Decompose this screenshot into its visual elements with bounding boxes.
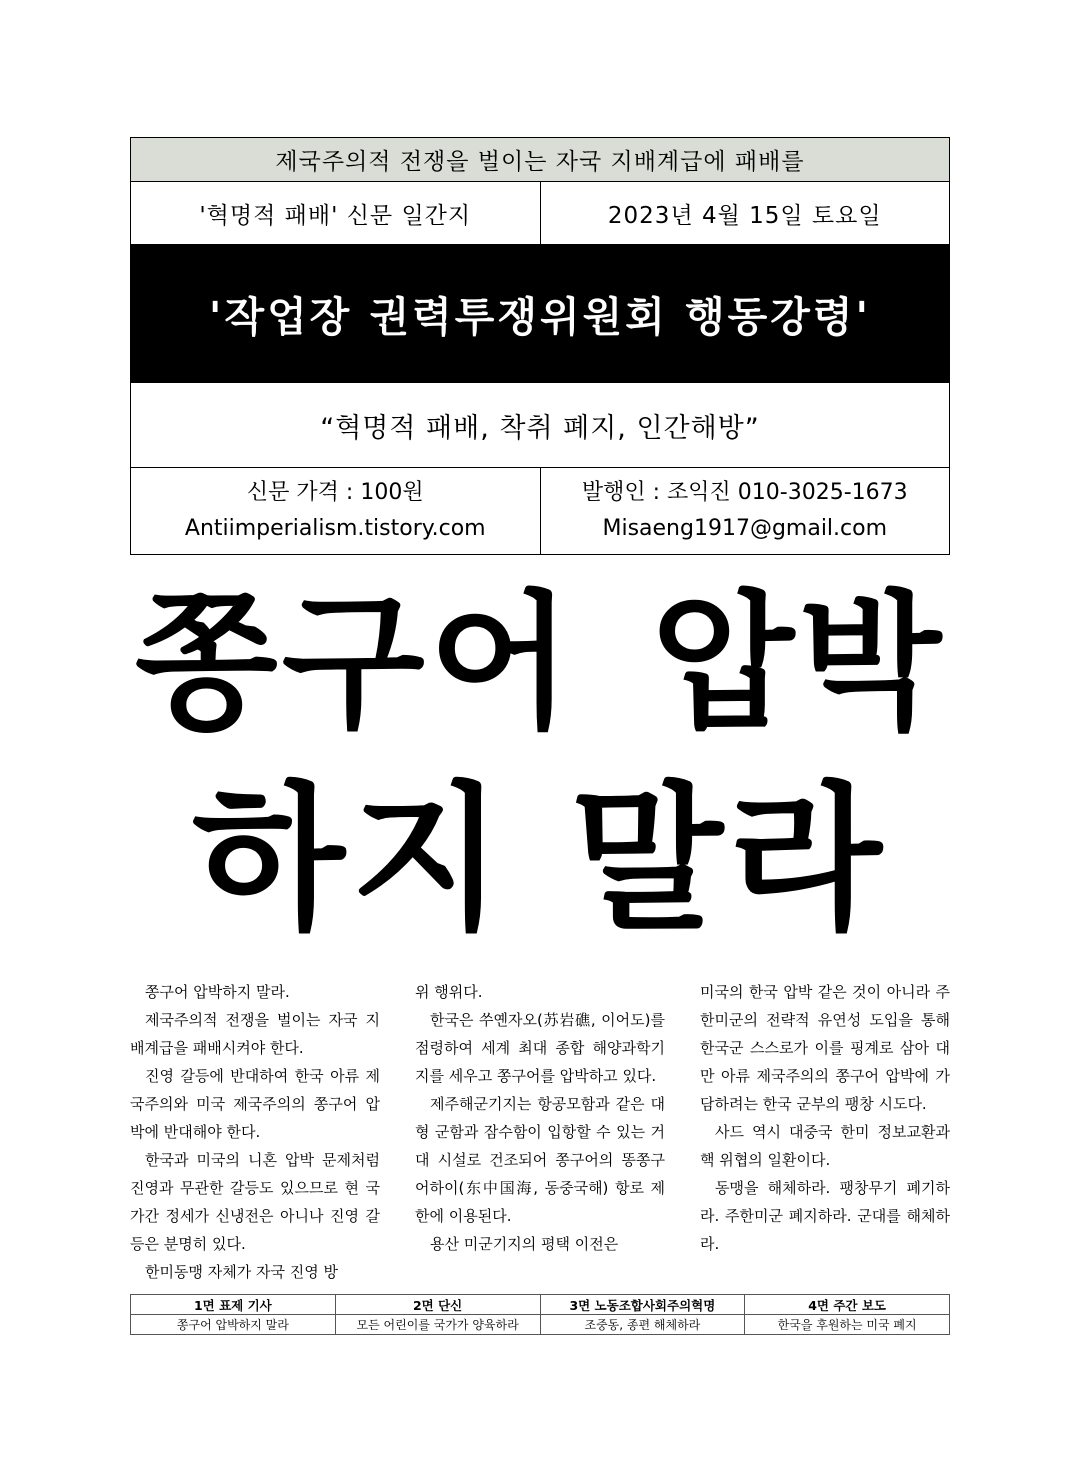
masthead-info-row: [131, 468, 949, 554]
masthead-motto: “혁명적 패배, 착취 폐지, 인간해방”: [131, 383, 949, 468]
paragraph: 동맹을 해체하라. 팽창무기 폐기하라. 주한미군 폐지하라. 군대를 해체하라.: [700, 1179, 950, 1253]
website-link[interactable]: Antiimperialism.tistory.com: [184, 516, 486, 541]
contents-header: 1면 표제 기사: [131, 1295, 336, 1315]
headline-line-2: 하지 말라: [192, 768, 888, 952]
paragraph: 사드 역시 대중국 한미 정보교환과 핵 위협의 일환이다.: [700, 1123, 950, 1169]
contents-cell: 모든 어린이를 국가가 양육하라: [335, 1315, 540, 1335]
paragraph: 위 행위다.: [415, 983, 483, 1001]
article-column-3: [700, 978, 950, 1286]
contents-header-row: [131, 1295, 950, 1315]
price-website-cell: [131, 468, 541, 554]
paper-name: '혁명적 패배' 신문 일간지: [131, 182, 541, 244]
contents-cell: 한국을 후원하는 미국 폐지: [745, 1315, 950, 1335]
price: 신문 가격 : 100원: [246, 480, 424, 505]
paragraph: 쫑구어 압박하지 말라.: [145, 983, 290, 1001]
masthead-slogan: 제국주의적 전쟁을 벌이는 자국 지배계급에 패배를: [131, 138, 949, 182]
paragraph: 한국과 미국의 니혼 압박 문제처럼 진영과 무관한 갈등도 있으므로 현 국가간 정세가 신냉전은 아니나 진영 갈등은 분명히 있다.: [130, 1151, 380, 1253]
contents-table: [130, 1294, 950, 1335]
masthead-title: '작업장 권력투쟁위원회 행동강령': [131, 245, 949, 383]
contents-cell: 조중동, 종편 해체하라: [540, 1315, 745, 1335]
contents-row: [131, 1315, 950, 1335]
masthead: [130, 137, 950, 555]
article-column-2: [415, 978, 665, 1286]
contents-cell: 쫑구어 압박하지 말라: [131, 1315, 336, 1335]
contents-header: 2면 단신: [335, 1295, 540, 1315]
contents-header: 4면 주간 보도: [745, 1295, 950, 1315]
email-link[interactable]: Misaeng1917@gmail.com: [602, 516, 888, 541]
paragraph: 한국은 쑤옌자오(苏岩礁, 이어도)를 점령하여 세계 최대 종합 해양과학기지를 세우고 쫑구어를 압박하고 있다.: [415, 1011, 665, 1085]
paragraph: 제주해군기지는 항공모함과 같은 대형 군함과 잠수함이 입항할 수 있는 거대 시설로 건조되어 쫑구어의 똥쫑구어하이(东中国海, 동중국해) 항로 제한에 이용된다.: [415, 1095, 665, 1225]
paragraph: 미국의 한국 압박 같은 것이 아니라 주한미군의 전략적 유연성 도입을 통해 한국군 스스로가 이를 핑계로 삼아 대만 아류 제국주의의 쫑구어 압박에 가담하려는 한국 군부의 팽창 시도다.: [700, 983, 950, 1113]
paragraph: 진영 갈등에 반대하여 한국 아류 제국주의와 미국 제국주의의 쫑구어 압박에 반대해야 한다.: [130, 1067, 380, 1141]
paragraph: 제국주의적 전쟁을 벌이는 자국 지배계급을 패배시켜야 한다.: [130, 1011, 380, 1057]
headline-line-1: 쫑구어 압박: [134, 577, 946, 749]
publisher-email-cell: [541, 468, 950, 554]
paragraph: 한미동맹 자체가 자국 진영 방: [145, 1263, 338, 1281]
publisher: 발행인 : 조익진 010-3025-1673: [581, 480, 908, 505]
article-body: [130, 978, 950, 1286]
paragraph: 용산 미군기지의 평택 이전은: [430, 1235, 619, 1253]
article-column-1: [130, 978, 380, 1286]
issue-date: 2023년 4월 15일 토요일: [607, 202, 882, 229]
contents-header: 3면 노동조합사회주의혁명: [540, 1295, 745, 1315]
masthead-meta-row: [131, 182, 949, 245]
